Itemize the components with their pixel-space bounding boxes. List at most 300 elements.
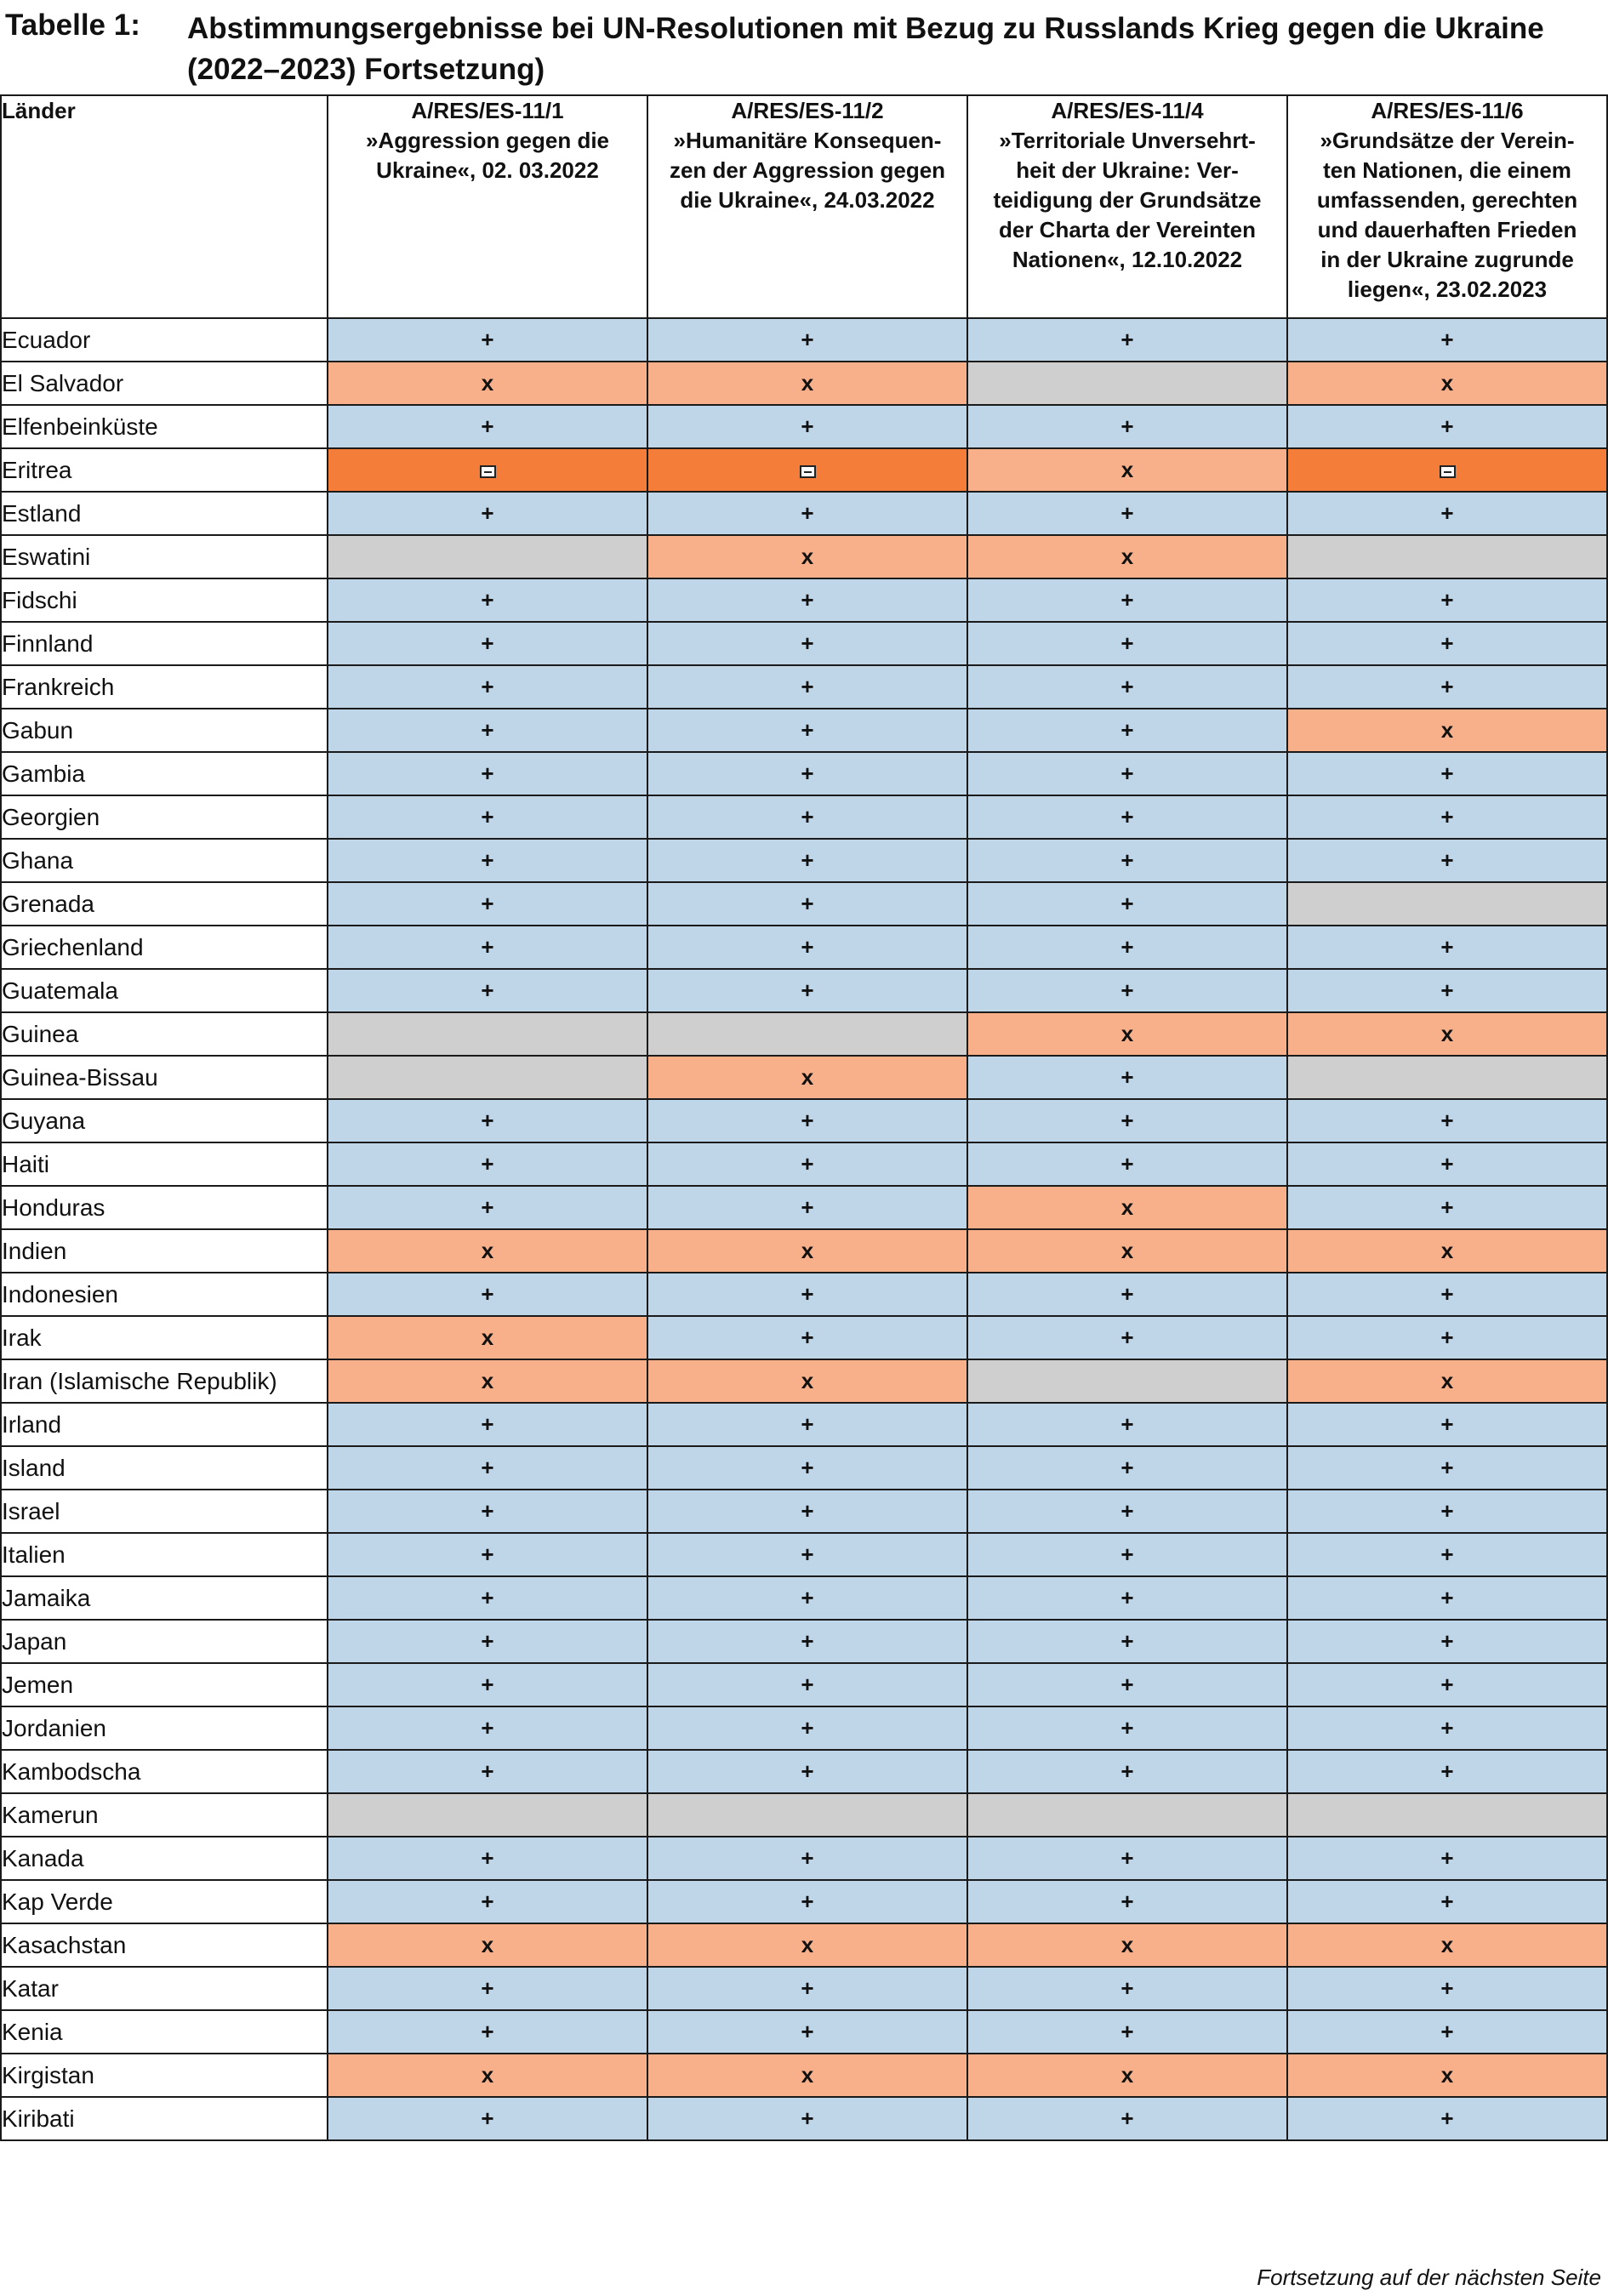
table-row [1,2010,1607,2054]
vote-yes-mark: + [1440,1541,1454,1567]
vote-cell-yes [647,1099,967,1142]
vote-yes-mark: + [481,1498,494,1524]
vote-yes-mark: + [1120,717,1134,743]
vote-cell-absent [328,535,647,578]
vote-cell-yes [328,578,647,622]
vote-cell-yes [647,1316,967,1359]
vote-cell-yes [328,1490,647,1533]
vote-abstain-mark: x [1120,457,1134,482]
country-name: Kamerun [1,1793,328,1837]
country-name: Haiti [1,1142,328,1186]
vote-cell-yes [328,709,647,752]
country-name: Estland [1,492,328,535]
vote-cell-yes [1287,2010,1607,2054]
resolution-id: A/RES/ES-11/2 [731,98,884,123]
vote-yes-mark: + [1440,1585,1454,1610]
country-name: Kambodscha [1,1750,328,1793]
vote-cell-yes [1287,578,1607,622]
vote-abstain-mark: x [481,1325,494,1350]
vote-cell-yes [647,1967,967,2010]
table-row [1,578,1607,622]
vote-yes-mark: + [1120,1064,1134,1090]
vote-cell-yes [1287,665,1607,709]
country-name: Eswatini [1,535,328,578]
resolution-title-line: Nationen«, 12.10.2022 [1012,247,1243,272]
vote-abstain-mark: x [1120,1021,1134,1046]
vote-abstain-mark: x [1440,1021,1454,1046]
country-name: Irland [1,1403,328,1446]
vote-cell-abstain [1287,1229,1607,1273]
vote-yes-mark: + [801,1194,814,1220]
table-row [1,1142,1607,1186]
vote-abstain-mark: x [1440,370,1454,396]
table-row [1,2054,1607,2097]
column-header-countries: Länder [1,95,328,318]
vote-yes-mark: + [1440,1151,1454,1176]
vote-yes-mark: + [801,500,814,526]
vote-yes-mark: + [1440,674,1454,699]
vote-cell-yes [647,1403,967,1446]
vote-yes-mark: + [1440,1411,1454,1437]
vote-cell-yes [1287,839,1607,882]
vote-cell-yes [647,1446,967,1490]
vote-abstain-mark: x [1440,2062,1454,2088]
vote-yes-mark: + [1120,1715,1134,1741]
country-name: Georgien [1,795,328,839]
vote-cell-yes [1287,795,1607,839]
resolution-title-line: »Humanitäre Konsequen- [673,128,942,153]
vote-yes-mark: + [801,1325,814,1350]
vote-abstain-mark: x [801,370,814,396]
vote-yes-mark: + [801,804,814,829]
vote-cell-abstain [967,1012,1287,1056]
vote-cell-yes [1287,1490,1607,1533]
vote-cell-yes [1287,1446,1607,1490]
vote-yes-mark: + [481,977,494,1003]
table-row [1,969,1607,1012]
vote-abstain-mark: x [481,370,494,396]
vote-cell-yes [1287,1186,1607,1229]
vote-cell-yes [328,1186,647,1229]
vote-yes-mark: + [1120,1628,1134,1654]
vote-cell-yes [967,2010,1287,2054]
vote-cell-yes [967,1490,1287,1533]
table-row [1,622,1607,665]
vote-cell-yes [647,926,967,969]
vote-yes-mark: + [481,761,494,786]
table-title-line-1: Abstimmungsergebnisse bei UN-Resolutionen mit Bezug zu Russlands Krieg gegen die Ukraine [187,12,1544,45]
table-row [1,1533,1607,1576]
vote-yes-mark: + [1440,1455,1454,1480]
vote-cell-yes [967,1706,1287,1750]
table-row [1,362,1607,405]
vote-abstain-mark: x [481,1238,494,1263]
vote-yes-mark: + [1440,1108,1454,1133]
resolution-title-line: Ukraine«, 02. 03.2022 [376,157,599,183]
vote-yes-mark: + [801,1498,814,1524]
country-name: Kirgistan [1,2054,328,2097]
vote-yes-mark: + [481,717,494,743]
vote-cell-yes [1287,622,1607,665]
table-row [1,1706,1607,1750]
country-name: Guinea-Bissau [1,1056,328,1099]
vote-yes-mark: + [1440,327,1454,352]
vote-yes-mark: + [1120,2105,1134,2131]
vote-yes-mark: + [481,1411,494,1437]
vote-cell-yes [647,1576,967,1620]
vote-cell-yes [1287,318,1607,362]
vote-yes-mark: + [801,717,814,743]
vote-yes-mark: + [801,761,814,786]
vote-yes-mark: + [1120,1281,1134,1307]
vote-yes-mark: + [1120,761,1134,786]
vote-cell-yes [647,492,967,535]
vote-cell-yes [967,405,1287,448]
vote-yes-mark: + [1120,1585,1134,1610]
vote-yes-mark: + [1120,1845,1134,1871]
vote-yes-mark: + [801,1108,814,1133]
vote-cell-abstain [1287,1923,1607,1967]
vote-cell-abstain [328,1359,647,1403]
country-name: Elfenbeinküste [1,405,328,448]
table-body [1,318,1607,2140]
vote-cell-yes [647,1273,967,1316]
resolution-title-line: in der Ukraine zugrunde [1320,247,1574,272]
vote-cell-yes [967,969,1287,1012]
vote-cell-yes [1287,752,1607,795]
vote-cell-abstain [967,448,1287,492]
vote-cell-yes [967,578,1287,622]
vote-cell-yes [647,752,967,795]
vote-cell-yes [328,405,647,448]
vote-cell-yes [1287,1576,1607,1620]
vote-cell-yes [328,882,647,926]
vote-yes-mark: + [481,327,494,352]
country-name: Kenia [1,2010,328,2054]
vote-yes-mark: + [1120,977,1134,1003]
vote-cell-yes [967,1403,1287,1446]
table-row [1,1316,1607,1359]
vote-cell-absent [967,362,1287,405]
vote-cell-yes [328,795,647,839]
column-header-resolution [328,95,647,318]
table-row [1,882,1607,926]
vote-abstain-mark: x [481,1932,494,1957]
vote-yes-mark: + [801,674,814,699]
vote-yes-mark: + [801,1281,814,1307]
country-name: Ghana [1,839,328,882]
vote-cell-yes [647,318,967,362]
table-row [1,1490,1607,1533]
vote-yes-mark: + [481,674,494,699]
vote-abstain-mark: x [481,1368,494,1393]
table-row [1,1273,1607,1316]
country-name: Frankreich [1,665,328,709]
vote-cell-yes [967,665,1287,709]
vote-yes-mark: + [801,934,814,960]
table-row [1,1620,1607,1663]
country-name: Japan [1,1620,328,1663]
vote-cell-abstain [647,362,967,405]
vote-yes-mark: + [1440,500,1454,526]
vote-yes-mark: + [481,1281,494,1307]
vote-abstain-mark: x [801,2062,814,2088]
country-name: Irak [1,1316,328,1359]
resolution-title-line: »Territoriale Unversehrt- [999,128,1256,153]
table-row [1,448,1607,492]
voting-results-table [0,94,1608,2141]
country-name: Jemen [1,1663,328,1706]
vote-abstain-mark: x [1440,1368,1454,1393]
vote-yes-mark: + [481,1845,494,1871]
vote-yes-mark: + [1440,761,1454,786]
vote-yes-mark: + [481,891,494,916]
vote-cell-absent [967,1793,1287,1837]
vote-cell-yes [1287,1967,1607,2010]
vote-cell-yes [647,1142,967,1186]
vote-yes-mark: + [1120,327,1134,352]
vote-cell-yes [1287,405,1607,448]
vote-cell-yes [647,1837,967,1880]
country-name: Gabun [1,709,328,752]
vote-abstain-mark: x [1120,544,1134,569]
vote-cell-absent [647,1012,967,1056]
vote-yes-mark: + [801,327,814,352]
vote-yes-mark: + [1120,1975,1134,2001]
vote-yes-mark: + [481,1585,494,1610]
vote-cell-yes [1287,1403,1607,1446]
vote-abstain-mark: x [1120,2062,1134,2088]
vote-yes-mark: + [481,2105,494,2131]
vote-cell-yes [967,318,1287,362]
country-name: Israel [1,1490,328,1533]
vote-yes-mark: + [1120,1151,1134,1176]
vote-cell-abstain [967,535,1287,578]
vote-yes-mark: + [1120,1541,1134,1567]
vote-cell-abstain [647,1229,967,1273]
vote-cell-abstain [328,1923,647,1967]
vote-cell-no [647,448,967,492]
table-row [1,926,1607,969]
vote-yes-mark: + [1440,1628,1454,1654]
vote-yes-mark: + [801,1672,814,1697]
vote-abstain-mark: x [801,1368,814,1393]
vote-yes-mark: + [481,1151,494,1176]
vote-yes-mark: + [1440,1281,1454,1307]
vote-abstain-mark: x [1120,1194,1134,1220]
vote-cell-yes [328,1837,647,1880]
vote-cell-yes [328,1967,647,2010]
vote-yes-mark: + [1440,1889,1454,1914]
vote-cell-yes [967,1533,1287,1576]
header-row [1,95,1607,318]
vote-cell-yes [967,1967,1287,2010]
country-name: Grenada [1,882,328,926]
country-name: El Salvador [1,362,328,405]
table-row [1,795,1607,839]
vote-cell-yes [647,1663,967,1706]
table-row [1,1012,1607,1056]
table-row [1,1446,1607,1490]
resolution-title-line: umfassenden, gerechten [1316,187,1578,213]
vote-yes-mark: + [1440,413,1454,439]
country-name: Italien [1,1533,328,1576]
vote-yes-mark: + [801,1975,814,2001]
vote-cell-yes [328,1706,647,1750]
vote-yes-mark: + [1440,1715,1454,1741]
continuation-note: Fortsetzung auf der nächsten Seite [1257,2265,1601,2290]
resolution-title-line: ten Nationen, die einem [1323,157,1571,183]
column-header-resolution [1287,95,1607,318]
vote-yes-mark: + [1120,934,1134,960]
vote-yes-mark: + [1440,847,1454,873]
vote-yes-mark: + [1120,847,1134,873]
country-name: Kap Verde [1,1880,328,1923]
resolution-title-line: »Grundsätze der Verein- [1320,128,1575,153]
resolution-title-line: zen der Aggression gegen [669,157,946,183]
vote-yes-mark: + [1440,1672,1454,1697]
vote-cell-yes [328,1142,647,1186]
resolution-id: A/RES/ES-11/6 [1371,98,1524,123]
vote-yes-mark: + [1440,2019,1454,2044]
vote-cell-yes [967,1663,1287,1706]
vote-yes-mark: + [801,1151,814,1176]
vote-yes-mark: + [1440,1758,1454,1784]
country-name: Indien [1,1229,328,1273]
vote-cell-abstain [967,1229,1287,1273]
table-row [1,405,1607,448]
column-header-resolution [647,95,967,318]
country-name: Griechenland [1,926,328,969]
vote-cell-yes [647,882,967,926]
vote-yes-mark: + [481,1541,494,1567]
vote-cell-yes [967,839,1287,882]
vote-cell-yes [967,882,1287,926]
vote-yes-mark: + [481,500,494,526]
table-title-line-2: (2022–2023) Fortsetzung) [187,53,545,86]
vote-yes-mark: + [801,1628,814,1654]
vote-yes-mark: + [1440,1325,1454,1350]
vote-cell-absent [647,1793,967,1837]
vote-cell-abstain [1287,2054,1607,2097]
vote-cell-yes [647,2097,967,2140]
vote-abstain-mark: x [1440,1238,1454,1263]
vote-cell-yes [967,1576,1287,1620]
vote-yes-mark: + [1120,1889,1134,1914]
vote-cell-absent [1287,1056,1607,1099]
vote-cell-no [328,448,647,492]
vote-cell-abstain [328,1229,647,1273]
vote-cell-yes [328,622,647,665]
country-name: Jordanien [1,1706,328,1750]
vote-yes-mark: + [801,1411,814,1437]
vote-cell-absent [1287,1793,1607,1837]
vote-cell-yes [647,622,967,665]
vote-yes-mark: + [481,2019,494,2044]
vote-cell-yes [328,1880,647,1923]
vote-yes-mark: + [481,1975,494,2001]
vote-cell-no [1287,448,1607,492]
vote-cell-yes [328,969,647,1012]
vote-yes-mark: + [801,587,814,612]
vote-yes-mark: + [481,1758,494,1784]
vote-yes-mark: + [801,847,814,873]
country-name: Kanada [1,1837,328,1880]
country-name: Iran (Islamische Republik) [1,1359,328,1403]
vote-cell-yes [1287,1142,1607,1186]
vote-cell-yes [328,1099,647,1142]
table-row [1,752,1607,795]
vote-cell-yes [328,926,647,969]
vote-cell-yes [647,839,967,882]
vote-cell-abstain [1287,1359,1607,1403]
vote-yes-mark: + [481,630,494,656]
vote-yes-mark: + [801,1758,814,1784]
vote-cell-yes [1287,1837,1607,1880]
vote-yes-mark: + [801,1455,814,1480]
vote-abstain-mark: x [801,1064,814,1090]
vote-abstain-mark: x [481,2062,494,2088]
vote-cell-abstain [647,1923,967,1967]
vote-yes-mark: + [801,2105,814,2131]
table-row [1,1056,1607,1099]
vote-cell-yes [328,665,647,709]
vote-yes-mark: + [1440,934,1454,960]
vote-cell-yes [647,1620,967,1663]
vote-cell-yes [647,709,967,752]
vote-yes-mark: + [801,1585,814,1610]
vote-cell-abstain [967,2054,1287,2097]
vote-cell-yes [328,318,647,362]
table-row [1,1793,1607,1837]
vote-cell-yes [967,1837,1287,1880]
vote-cell-yes [647,405,967,448]
vote-yes-mark: + [801,977,814,1003]
table-row [1,1229,1607,1273]
vote-cell-yes [1287,492,1607,535]
vote-yes-mark: + [1440,587,1454,612]
table-row [1,1576,1607,1620]
country-name: Guatemala [1,969,328,1012]
vote-cell-yes [647,2010,967,2054]
vote-cell-abstain [647,1359,967,1403]
vote-yes-mark: + [1440,1975,1454,2001]
vote-cell-yes [328,1533,647,1576]
table-row [1,1750,1607,1793]
vote-cell-yes [328,2097,647,2140]
vote-yes-mark: + [1120,674,1134,699]
vote-yes-mark: + [1440,804,1454,829]
vote-cell-absent [1287,535,1607,578]
vote-cell-yes [1287,1620,1607,1663]
vote-cell-yes [967,795,1287,839]
table-row [1,492,1607,535]
vote-yes-mark: + [1120,630,1134,656]
vote-no-icon [1440,465,1456,478]
vote-yes-mark: + [481,1455,494,1480]
vote-yes-mark: + [1120,413,1134,439]
vote-yes-mark: + [481,847,494,873]
table-row [1,1967,1607,2010]
country-name: Honduras [1,1186,328,1229]
vote-cell-yes [1287,1273,1607,1316]
vote-cell-yes [967,1446,1287,1490]
table-row [1,318,1607,362]
table-row [1,2097,1607,2140]
vote-cell-yes [647,665,967,709]
vote-cell-yes [967,492,1287,535]
vote-yes-mark: + [801,413,814,439]
